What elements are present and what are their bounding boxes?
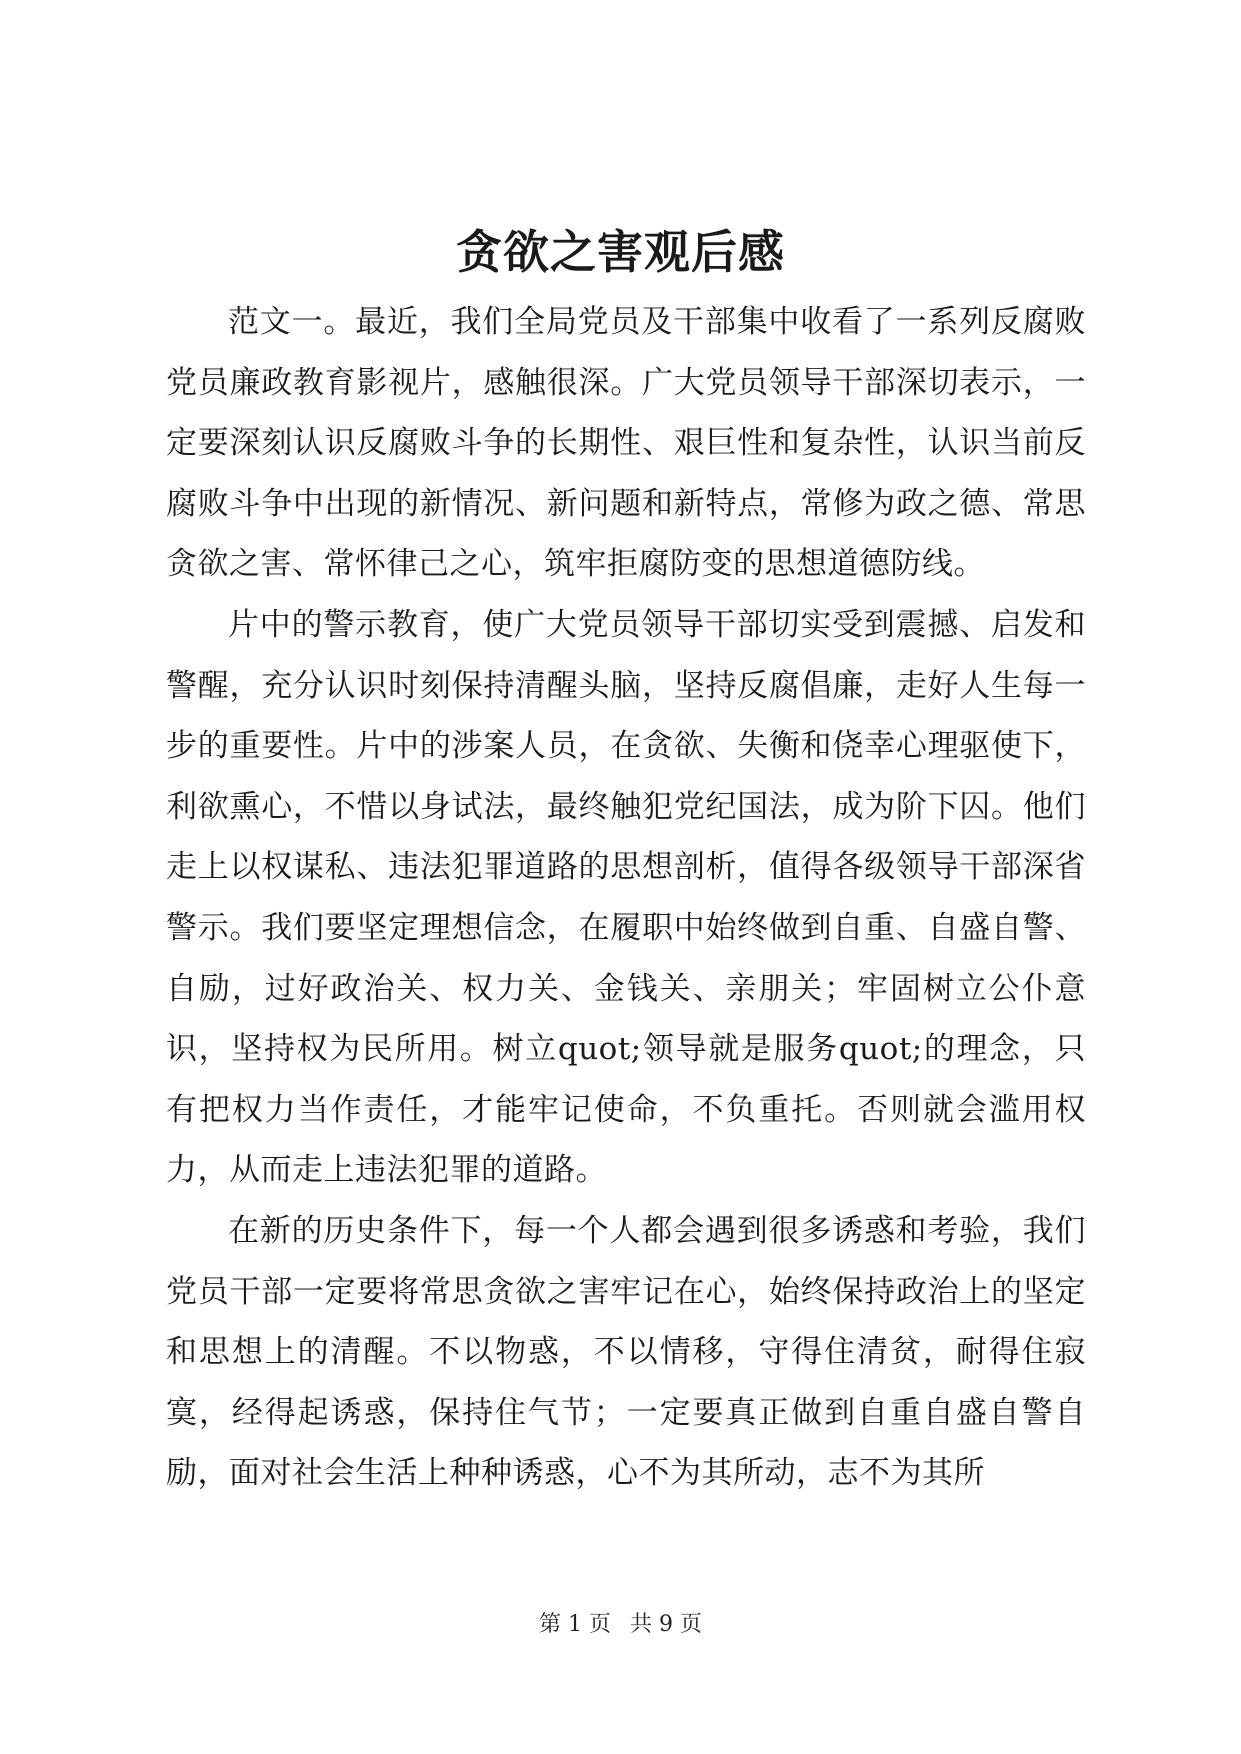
document-title: 贪欲之害观后感 — [456, 225, 785, 279]
paragraph: 在新的历史条件下，每一个人都会遇到很多诱惑和考验，我们党员干部一定要将常思贪欲之害牢记在心，始终保持政治上的坚定和思想上的清醒。不以物惑，不以情移，守得住清贫，耐得住寂寞，经得起诱惑，保持住气节；一定要真正做到自重自盛自警自励，面对社会生活上种种诱惑，心不为其所动，志不为其所 — [166, 1212, 1086, 1492]
paragraph: 片中的警示教育，使广大党员领导干部切实受到震撼、启发和警醒，充分认识时刻保持清醒头脑，坚持反腐倡廉，走好人生每一步的重要性。片中的涉案人员，在贪欲、失衡和侥幸心理驱使下，利欲熏心，不惜以身试法，最终触犯党纪国法，成为阶下囚。他们走上以权谋私、违法犯罪道路的思想剖析，值得各级领导干部深省警示。我们要坚定理想信念，在履职中始终做到自重、自盛自警、自励，过好政治关、权力关、金钱关、亲朋关；牢固树立公仆意识，坚持权为民所用。树立quot;领导就是服务quot;的理念，只有把权力当作责任，才能牢记使命，不负重托。否则就会滥用权力，从而走上违法犯罪的道路。 — [166, 606, 1086, 1189]
document-body — [166, 292, 1086, 1504]
page-footer — [0, 1610, 1241, 1640]
page-total: 共 9 页 — [630, 1612, 702, 1637]
paragraph: 范文一。最近，我们全局党员及干部集中收看了一系列反腐败党员廉政教育影视片，感触很深。广大党员领导干部深切表示，一定要深刻认识反腐败斗争的长期性、艰巨性和复杂性，认识当前反腐败斗争中出现的新情况、新问题和新特点，常修为政之德、常思贪欲之害、常怀律己之心，筑牢拒腐防变的思想道德防线。 — [166, 304, 1086, 583]
page-number: 第 1 页 — [539, 1612, 611, 1637]
